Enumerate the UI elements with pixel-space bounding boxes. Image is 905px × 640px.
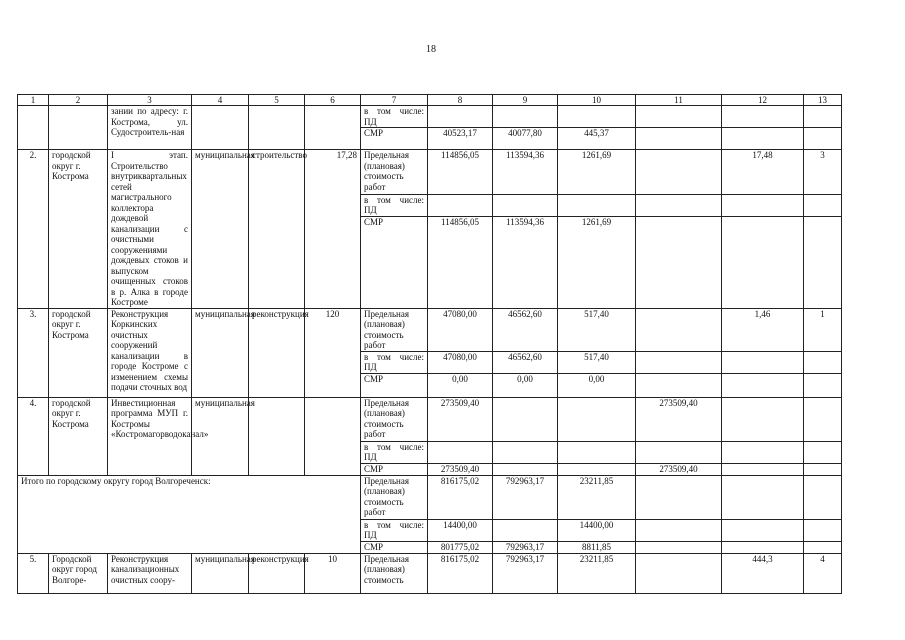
- row-number: 5.: [18, 553, 49, 593]
- work-type: строительство: [249, 150, 305, 309]
- cell: [192, 106, 249, 150]
- value-cell: 17,48: [722, 150, 804, 195]
- column-header: 13: [804, 95, 842, 106]
- column-header: 5: [249, 95, 305, 106]
- cell: [493, 463, 558, 475]
- cost-label: Предельная (плановая) стоимость работ: [361, 397, 428, 441]
- cell: [636, 128, 722, 150]
- column-header: 8: [428, 95, 493, 106]
- value-cell: 273509,40: [428, 397, 493, 441]
- cost-label: Предельная (плановая) стоимость работ: [361, 150, 428, 195]
- cell: [722, 441, 804, 463]
- cell: [804, 475, 842, 519]
- cell: [722, 475, 804, 519]
- ownership: муниципальная: [192, 397, 249, 475]
- cell: [305, 397, 361, 475]
- cell: [493, 441, 558, 463]
- table-row: [18, 397, 842, 441]
- investment-table: [17, 94, 842, 594]
- value-cell: 792963,17: [493, 541, 558, 553]
- column-header: 3: [108, 95, 192, 106]
- value-cell: 517,40: [558, 351, 636, 373]
- cell: [722, 463, 804, 475]
- cell: [428, 106, 493, 128]
- table-row: [18, 553, 842, 593]
- column-header: 6: [305, 95, 361, 106]
- cost-label: в том числе: ПД: [361, 441, 428, 463]
- district-name: городской округ г. Кострома: [49, 397, 108, 475]
- header-row: [18, 95, 842, 106]
- value-cell: 1261,69: [558, 217, 636, 308]
- cell: [558, 397, 636, 441]
- value-cell: 47080,00: [428, 351, 493, 373]
- cost-label: СМР: [361, 541, 428, 553]
- value-cell: 1261,69: [558, 150, 636, 195]
- value-cell: 23211,85: [558, 553, 636, 593]
- cell: [249, 106, 305, 150]
- cell: [722, 519, 804, 541]
- cell: [636, 351, 722, 373]
- cell: [636, 441, 722, 463]
- cell: [636, 373, 722, 397]
- column-header: 4: [192, 95, 249, 106]
- cost-label: СМР: [361, 128, 428, 150]
- value-cell: 8811,85: [558, 541, 636, 553]
- value-cell: 0,00: [558, 373, 636, 397]
- district-name: городской округ г. Кострома: [49, 150, 108, 309]
- cell: [722, 106, 804, 128]
- cell: [636, 308, 722, 351]
- value-cell: 801775,02: [428, 541, 493, 553]
- column-header: 9: [493, 95, 558, 106]
- cell: [558, 441, 636, 463]
- cell: [804, 541, 842, 553]
- cell: [636, 150, 722, 195]
- cell: [636, 541, 722, 553]
- cost-label: Предельная (плановая) стоимость работ: [361, 475, 428, 519]
- cell: [249, 397, 305, 475]
- cell: [636, 475, 722, 519]
- capacity: 17,28: [305, 150, 361, 309]
- cost-label: Предельная (плановая) стоимость: [361, 553, 428, 593]
- object-name: Реконструкция Коркинских очистных сооружений канализации в городе Костроме с изменением схемы подачи сточных вод: [108, 308, 192, 397]
- value-cell: 792963,17: [493, 553, 558, 593]
- object-name: I этап. Строительство внутриквартальных сетей магистрального коллектора дождевой канализации с очистными сооружениями дождевых стоков и выпуском очищенных стоков в р. Алка в городе Костроме: [108, 150, 192, 309]
- ownership: муниципальная: [192, 553, 249, 593]
- cell: [804, 463, 842, 475]
- value-cell: 273509,40: [636, 463, 722, 475]
- value-cell: 816175,02: [428, 553, 493, 593]
- district-name: городской округ г. Кострома: [49, 308, 108, 397]
- value-cell: 816175,02: [428, 475, 493, 519]
- value-cell: 0,00: [428, 373, 493, 397]
- cell: [804, 351, 842, 373]
- object-name: зании по адресу: г. Кострома, ул. Судостроитель-ная: [108, 106, 192, 150]
- cell: [493, 194, 558, 216]
- table-row: [18, 308, 842, 351]
- row-number: 2.: [18, 150, 49, 309]
- cell: [428, 441, 493, 463]
- cell: [804, 106, 842, 128]
- subtotal-label: Итого по городскому округу город Волгореченск:: [18, 475, 361, 553]
- value-cell: 114856,05: [428, 217, 493, 308]
- cell: [804, 441, 842, 463]
- cell: [305, 106, 361, 150]
- cell: [493, 106, 558, 128]
- cell: [49, 106, 108, 150]
- cost-label: СМР: [361, 373, 428, 397]
- object-name: Реконструкция канализационных очистных соору-: [108, 553, 192, 593]
- cell: [636, 106, 722, 128]
- value-cell: 46562,60: [493, 308, 558, 351]
- cell: [804, 128, 842, 150]
- cell: [18, 106, 49, 150]
- capacity: 10: [305, 553, 361, 593]
- cell: [722, 373, 804, 397]
- cell: [722, 541, 804, 553]
- value-cell: 14400,00: [428, 519, 493, 541]
- value-cell: 792963,17: [493, 475, 558, 519]
- value-cell: 3: [804, 150, 842, 195]
- ownership: муниципальная: [192, 150, 249, 309]
- cell: [804, 194, 842, 216]
- cell: [804, 519, 842, 541]
- cell: [558, 106, 636, 128]
- row-number: 4.: [18, 397, 49, 475]
- table-row: [18, 475, 842, 519]
- work-type: реконструкция: [249, 308, 305, 397]
- cost-label: Предельная (плановая) стоимость работ: [361, 308, 428, 351]
- value-cell: 273509,40: [428, 463, 493, 475]
- table-row: [18, 106, 842, 128]
- value-cell: 40523,17: [428, 128, 493, 150]
- value-cell: 113594,36: [493, 150, 558, 195]
- cell: [493, 519, 558, 541]
- cost-label: в том числе: ПД: [361, 194, 428, 216]
- value-cell: 47080,00: [428, 308, 493, 351]
- cost-label: в том числе: ПД: [361, 351, 428, 373]
- cell: [636, 194, 722, 216]
- value-cell: 273509,40: [636, 397, 722, 441]
- cell: [804, 397, 842, 441]
- column-header: 2: [49, 95, 108, 106]
- cell: [722, 194, 804, 216]
- value-cell: 40077,80: [493, 128, 558, 150]
- cost-label: в том числе: ПД: [361, 106, 428, 128]
- page-number: 18: [426, 44, 436, 55]
- ownership: муниципальная: [192, 308, 249, 397]
- value-cell: 23211,85: [558, 475, 636, 519]
- value-cell: 4: [804, 553, 842, 593]
- cell: [722, 128, 804, 150]
- cell: [636, 553, 722, 593]
- column-header: 7: [361, 95, 428, 106]
- table-row: [18, 150, 842, 195]
- value-cell: 445,37: [558, 128, 636, 150]
- cell: [558, 194, 636, 216]
- row-number: 3.: [18, 308, 49, 397]
- value-cell: 114856,05: [428, 150, 493, 195]
- cell: [804, 217, 842, 308]
- column-header: 10: [558, 95, 636, 106]
- district-name: Городской округ город Волгоре-: [49, 553, 108, 593]
- cell: [636, 519, 722, 541]
- cell: [804, 373, 842, 397]
- value-cell: 1,46: [722, 308, 804, 351]
- column-header: 12: [722, 95, 804, 106]
- cell: [428, 194, 493, 216]
- object-name: Инвестиционная программа МУП г. Костромы «Костромагорводоканал»: [108, 397, 192, 475]
- cell: [722, 397, 804, 441]
- capacity: 120: [305, 308, 361, 397]
- cell: [722, 351, 804, 373]
- column-header: 1: [18, 95, 49, 106]
- value-cell: 113594,36: [493, 217, 558, 308]
- cost-label: в том числе: ПД: [361, 519, 428, 541]
- value-cell: 517,40: [558, 308, 636, 351]
- cell: [722, 217, 804, 308]
- cost-label: СМР: [361, 217, 428, 308]
- cell: [558, 463, 636, 475]
- value-cell: 46562,60: [493, 351, 558, 373]
- work-type: реконструкция: [249, 553, 305, 593]
- value-cell: 444,3: [722, 553, 804, 593]
- value-cell: 14400,00: [558, 519, 636, 541]
- value-cell: 0,00: [493, 373, 558, 397]
- cell: [636, 217, 722, 308]
- value-cell: 1: [804, 308, 842, 351]
- cell: [493, 397, 558, 441]
- column-header: 11: [636, 95, 722, 106]
- cost-label: СМР: [361, 463, 428, 475]
